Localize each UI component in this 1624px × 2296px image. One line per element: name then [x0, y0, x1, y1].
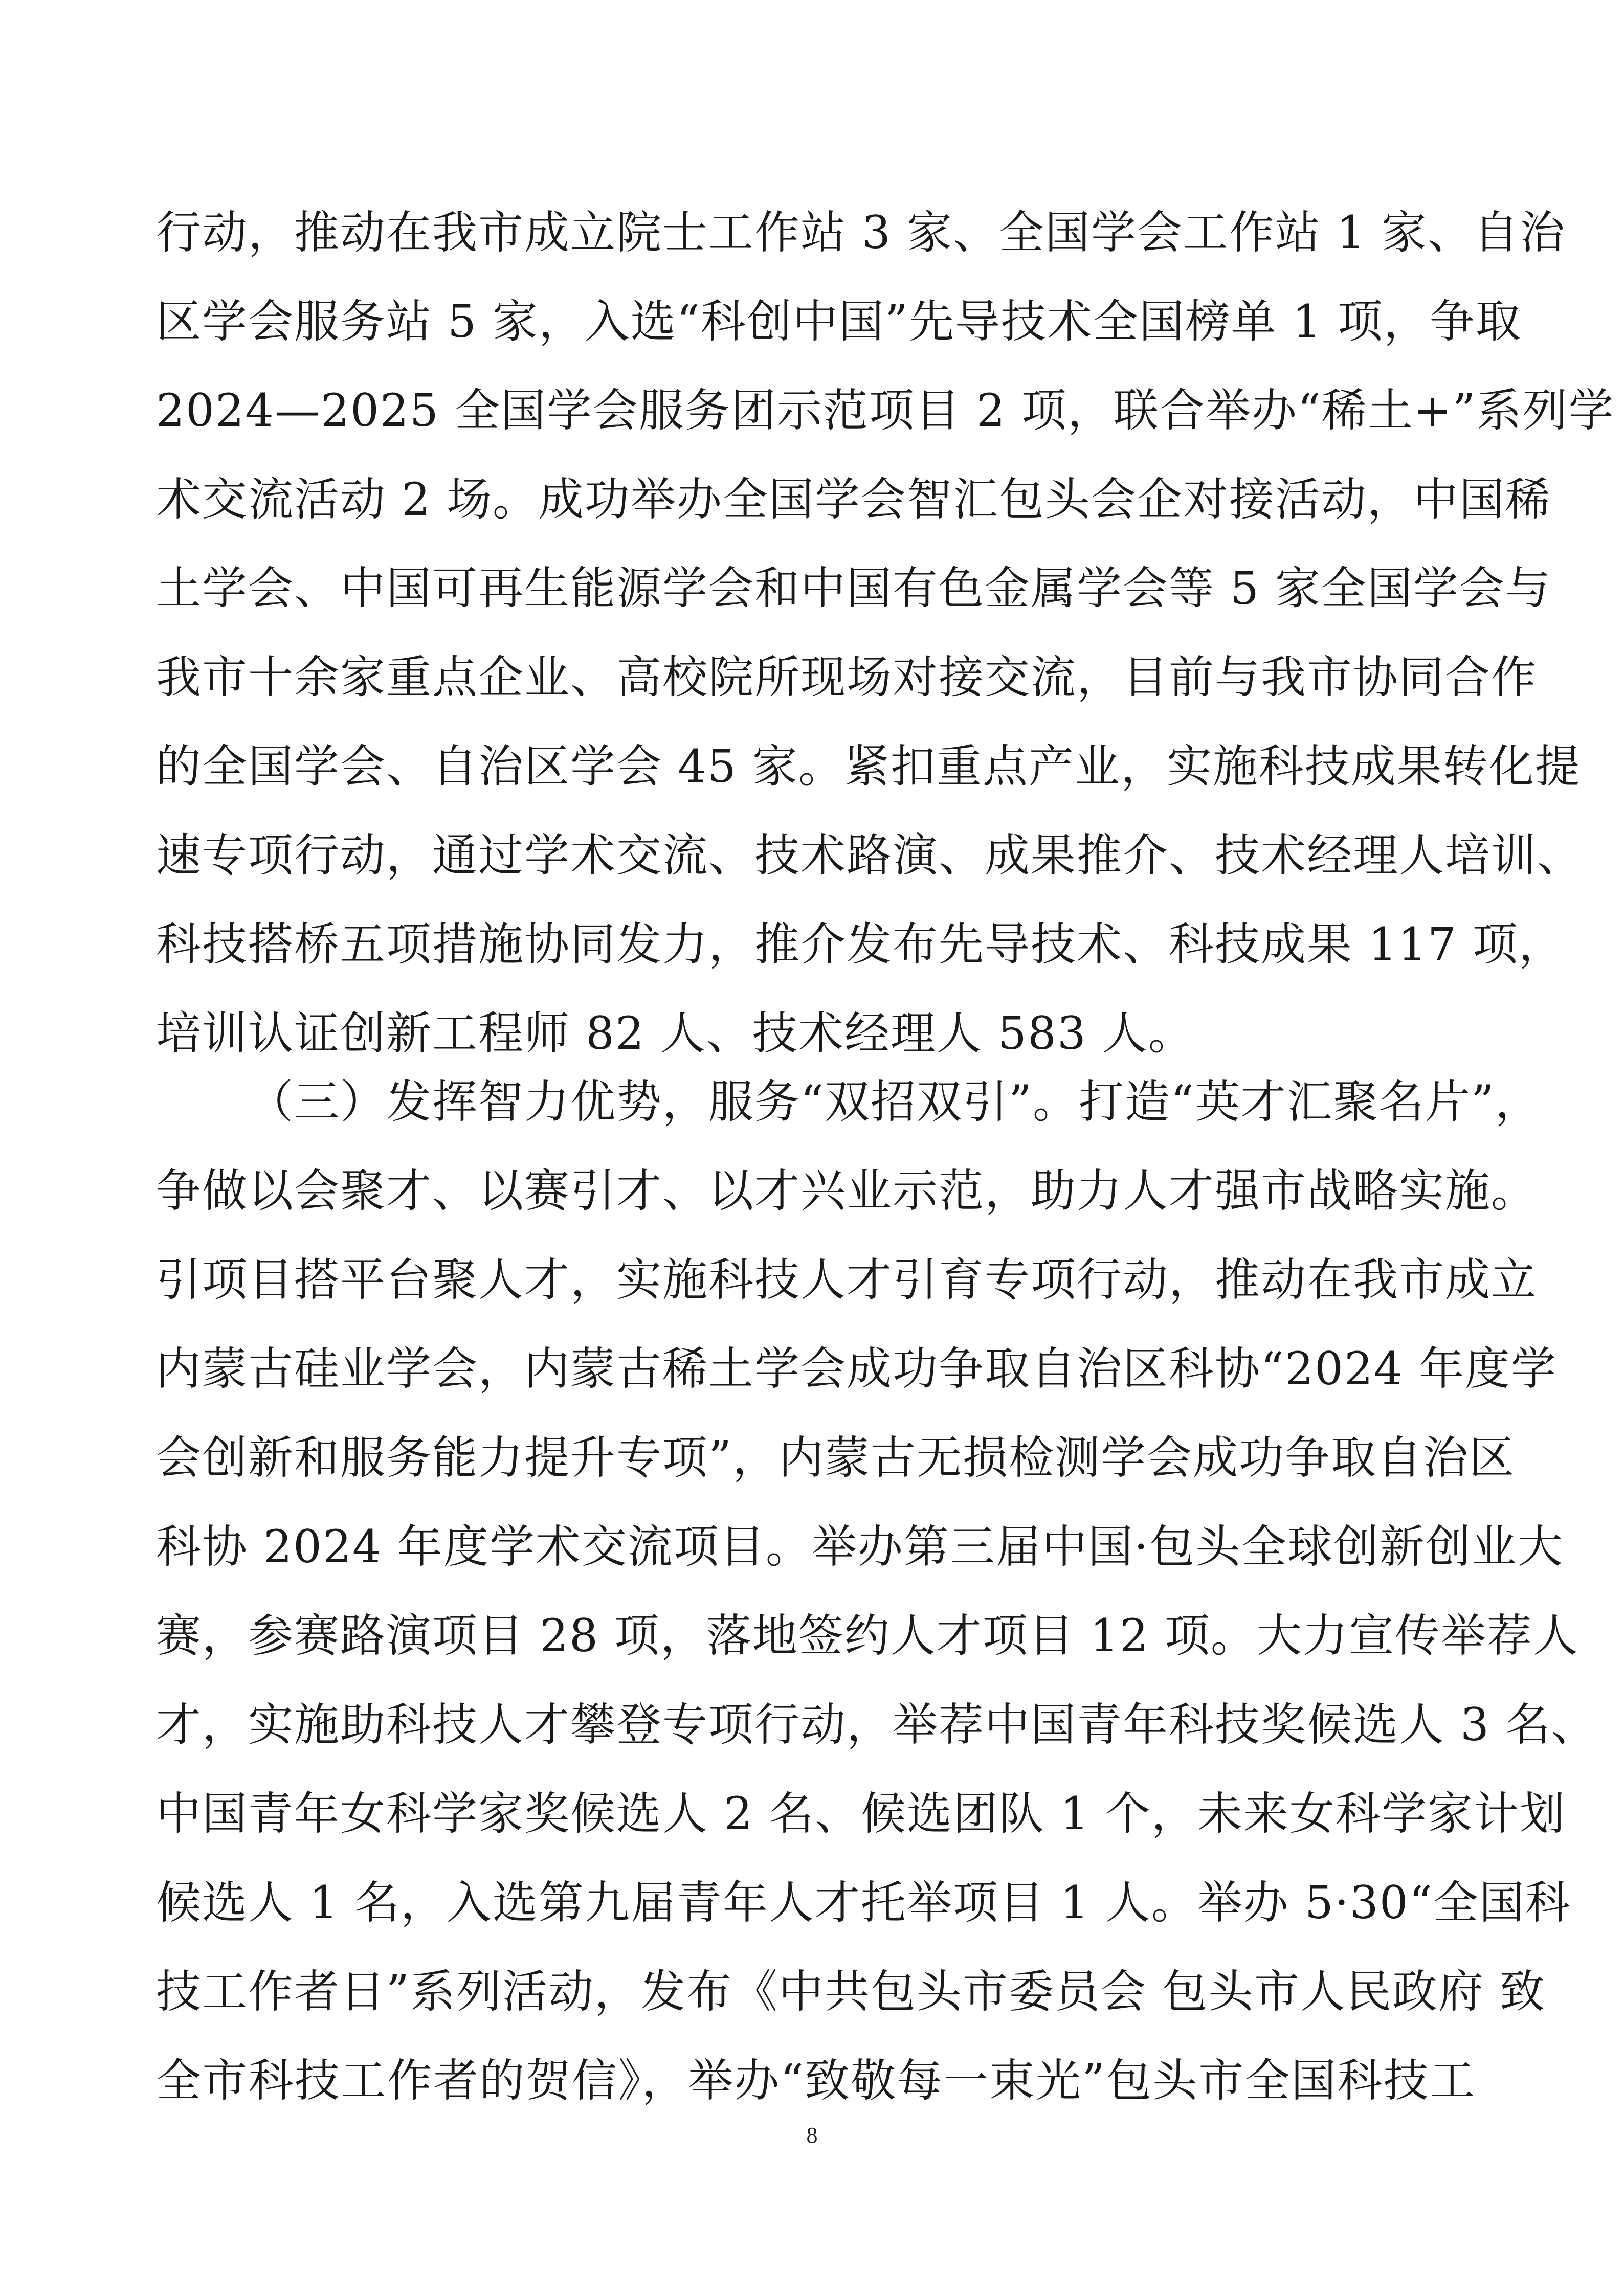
- text-line: 候选人 1 名，入选第九届青年人才托举项目 1 人。举办 5·30“全国科: [156, 1876, 1571, 1929]
- text-line: 我市十余家重点企业、高校院所现场对接交流，目前与我市协同合作: [156, 651, 1538, 704]
- text-line: 的全国学会、自治区学会 45 家。紧扣重点产业，实施科技成果转化提: [156, 740, 1581, 793]
- text-line: 速专项行动，通过学术交流、技术路演、成果推介、技术经理人培训、: [156, 829, 1584, 882]
- text-line: 区学会服务站 5 家，入选“科创中国”先导技术全国榜单 1 项，争取: [156, 295, 1522, 348]
- text-line: 培训认证创新工程师 82 人、技术经理人 583 人。: [156, 1007, 1194, 1060]
- text-line: 赛，参赛路演项目 28 项，落地签约人才项目 12 项。大力宣传举荐人: [156, 1609, 1579, 1662]
- text-line: 行动，推动在我市成立院士工作站 3 家、全国学会工作站 1 家、自治: [156, 206, 1566, 259]
- text-line: 中国青年女科学家奖候选人 2 名、候选团队 1 个，未来女科学家计划: [156, 1787, 1566, 1840]
- text-line: 土学会、中国可再生能源学会和中国有色金属学会等 5 家全国学会与: [156, 562, 1551, 615]
- text-line: 术交流活动 2 场。成功举办全国学会智汇包头会企对接活动，中国稀: [156, 473, 1551, 526]
- text-line: 引项目搭平台聚人才，实施科技人才引育专项行动，推动在我市成立: [156, 1253, 1538, 1306]
- text-line: 全市科技工作者的贺信》，举办“致敬每一束光”包头市全国科技工: [156, 2054, 1476, 2107]
- text-line: 内蒙古硅业学会，内蒙古稀土学会成功争取自治区科协“2024 年度学: [156, 1342, 1557, 1395]
- text-line: 科技搭桥五项措施协同发力，推介发布先导技术、科技成果 117 项，: [156, 918, 1565, 971]
- text-line: 会创新和服务能力提升专项”，内蒙古无损检测学会成功争取自治区: [156, 1431, 1515, 1484]
- page-number: 8: [806, 2123, 818, 2148]
- text-line: 技工作者日”系列活动，发布《中共包头市委员会 包头市人民政府 致: [156, 1965, 1546, 2018]
- text-line: 争做以会聚才、以赛引才、以才兴业示范，助力人才强市战略实施。: [156, 1164, 1538, 1217]
- text-line: 科协 2024 年度学术交流项目。举办第三届中国·包头全球创新创业大: [156, 1520, 1564, 1573]
- section-heading-line: （三）发挥智力优势，服务“双招双引”。打造“英才汇聚名片”，: [248, 1075, 1541, 1128]
- text-line: 2024—2025 全国学会服务团示范项目 2 项，联合举办“稀土+”系列学: [156, 384, 1615, 437]
- text-line: 才，实施助科技人才攀登专项行动，举荐中国青年科技奖候选人 3 名、: [156, 1698, 1597, 1751]
